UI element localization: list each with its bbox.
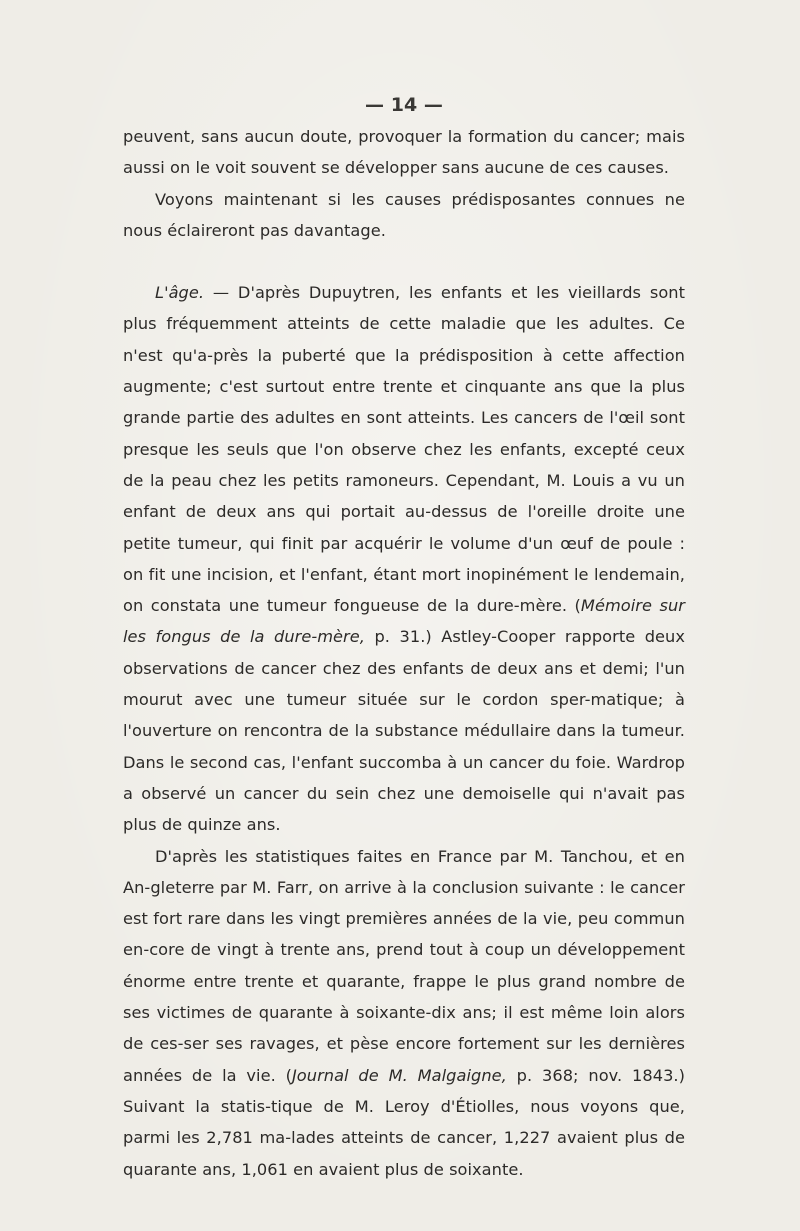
section-heading-age: L'âge.: [155, 283, 205, 303]
paragraph-statistics-text-a: D'après les statistiques faites en France par M. Tanchou, et en An-gleterre par M. Farr, on arrive à la conclusion suivante : le cancer est fort rare dans les vingt premières années de la vie, peu commun en-core de vingt à trente ans, prend tout à coup un développement énorme entre trente et quarante, frappe le plus grand nombre de ses victimes de quarante à soixante-dix ans; il est même loin alors de ces-ser ses ravages, et pèse encore fortement sur les dernières années de la vie. (: [123, 846, 685, 1085]
paragraph-statistics-text-b: p. 368; nov. 1843.) Suivant la statis-tique de M. Leroy d'Étiolles, nous voyons que, parmi les 2,781 ma-lades atteints de cancer, 1,227 avaient plus de quarante ans, 1,061 en avaient plus de soixante.: [123, 1065, 685, 1179]
paragraph-age-text-a: — D'après Dupuytren, les enfants et les vieillards sont plus fréquemment atteints de cette maladie que les adultes. Ce n'est qu'a-près la puberté que la prédisposition à cette affection augmente; c'est surtout entre trente et cinquante ans que la plus grande partie des adultes en sont atteints. Les cancers de l'œil sont presque les seuls que l'on observe chez les enfants, excepté ceux de la peau chez les petits ramoneurs. Cependant, M. Louis a vu un enfant de deux ans qui portait au-dessus de l'oreille droite une petite tumeur, qui finit par acquérir le volume d'un œuf de poule : on fit une incision, et l'enfant, étant mort inopinément le lendemain, on constata une tumeur fongueuse de la dure-mère. (: [123, 283, 685, 616]
citation-journal: Journal de M. Malgaigne,: [291, 1065, 507, 1085]
paragraph-causes: Voyons maintenant si les causes prédisposantes connues ne nous éclaireront pas davantage.: [123, 189, 685, 240]
paragraph-statistics: [123, 841, 685, 1185]
citation-memoire: Mémoire sur les fongus de la dure-mère,: [123, 596, 685, 647]
paragraph-age: [123, 277, 685, 840]
paragraph-continuation: peuvent, sans aucun doute, provoquer la formation du cancer; mais aussi on le voit souvent se développer sans aucune de ces causes.: [123, 127, 685, 178]
page-number: — 14 —: [365, 94, 443, 116]
page-text: [123, 90, 685, 1185]
paragraph-gap: [123, 246, 685, 277]
paragraph-age-text-b: p. 31.) Astley-Cooper rapporte deux observations de cancer chez des enfants de deux ans et demi; l'un mourut avec une tumeur située sur le cordon sper-matique; à l'ouverture on rencontra de la substance médullaire dans la tumeur. Dans le second cas, l'enfant succomba à un cancer du foie. Wardrop a observé un cancer du sein chez une demoiselle qui n'avait pas plus de quinze ans.: [123, 627, 685, 835]
